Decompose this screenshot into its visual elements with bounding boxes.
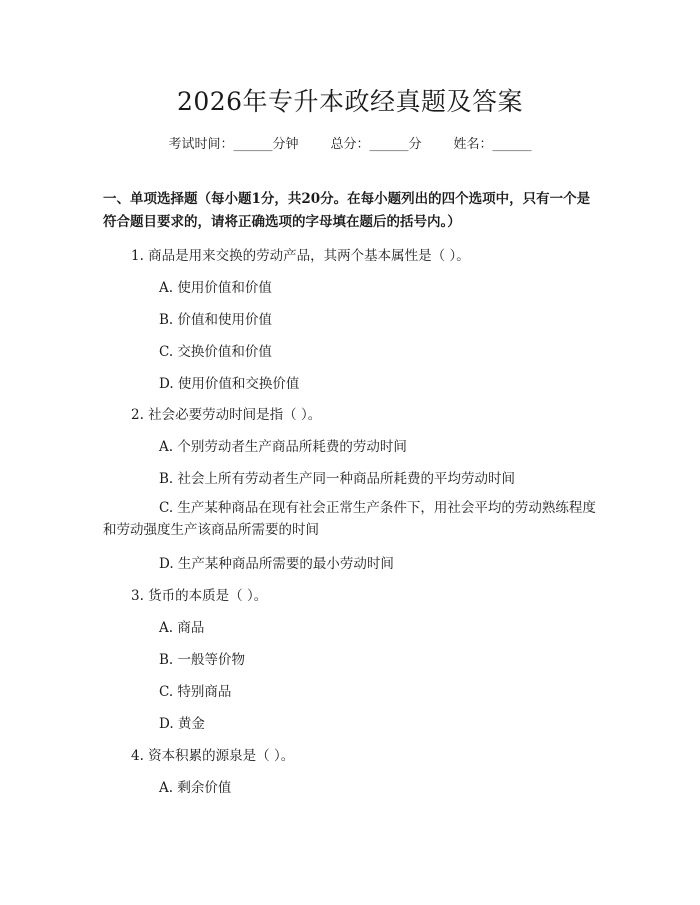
section-header: 一、单项选择题（每小题1分，共20分。在每小题列出的四个选项中，只有一个是符合题目要求的，请将正确选项的字母填在题后的括号内。） <box>103 191 591 230</box>
question-3-option-c: C. 特别商品 <box>159 684 232 700</box>
question-2: 2. 社会必要劳动时间是指（ ）。 <box>131 407 322 423</box>
question-1-option-c: C. 交换价值和价值 <box>159 344 272 360</box>
question-2-option-c: C. 生产某种商品在现有社会正常生产条件下，用社会平均的劳动熟练程度和劳动强度生产该商品所需要的时间 <box>103 500 596 538</box>
question-1-option-d: D. 使用价值和交换价值 <box>159 376 300 392</box>
question-3-option-a: A. 商品 <box>159 620 205 636</box>
total-score-field: 总分：______分 <box>330 137 422 152</box>
question-3: 3. 货币的本质是（ ）。 <box>131 588 268 604</box>
question-2-option-a: A. 个别劳动者生产商品所耗费的劳动时间 <box>159 439 407 455</box>
page-title: 2026年专升本政经真题及答案 <box>176 87 524 116</box>
exam-time-field: 考试时间：______分钟 <box>168 137 299 152</box>
question-1-option-a: A. 使用价值和价值 <box>159 280 272 296</box>
question-2-option-b: B. 社会上所有劳动者生产同一种商品所耗费的平均劳动时间 <box>159 471 516 487</box>
question-4-option-a: A. 剩余价值 <box>159 780 232 796</box>
question-3-option-d: D. 黄金 <box>159 716 205 732</box>
exam-info-row <box>0 133 700 152</box>
question-1-option-b: B. 价值和使用价值 <box>159 312 273 328</box>
question-2-option-d: D. 生产某种商品所需要的最小劳动时间 <box>159 556 394 572</box>
question-1: 1. 商品是用来交换的劳动产品，其两个基本属性是（ ）。 <box>131 248 470 264</box>
question-4: 4. 资本积累的源泉是（ ）。 <box>131 748 295 764</box>
question-3-option-b: B. 一般等价物 <box>159 652 246 668</box>
student-name-field: 姓名：______ <box>453 137 532 152</box>
